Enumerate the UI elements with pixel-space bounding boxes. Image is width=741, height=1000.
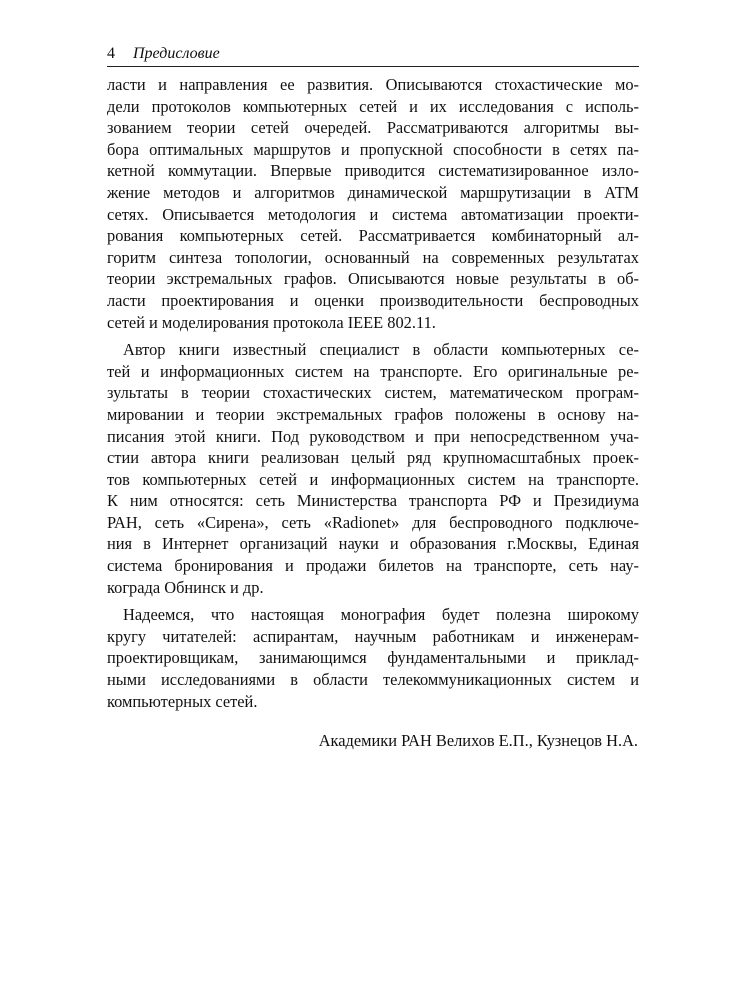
text-line: писания этой книги. Под руководством и при непосредственном уча- [107,426,639,446]
text-line: компьютерных сетей. [107,691,258,711]
text-line: проектировщикам, занимающимся фундаментальными и приклад- [107,648,639,668]
signature: Академики РАН Велихов Е.П., Кузнецов Н.А. [318,731,638,750]
text-line: кругу читателей: аспирантам, научным работникам и инженерам- [107,626,639,646]
text-line: сетях. Описывается методология и система автоматизации проекти- [107,204,639,224]
text-line: тов компьютерных сетей и информационных систем на транспорте. [107,469,639,489]
page-header [107,44,639,67]
paragraph-2 [107,339,639,598]
text-line: Автор книги известный специалист в области компьютерных се- [123,340,639,360]
paragraph-1 [107,74,639,333]
text-line: зультаты в теории стохастических систем, математическом програм- [107,383,639,403]
text-line: тей и информационных систем на транспорте. Его оригинальные ре- [107,361,639,381]
text-line: РАН, сеть «Сирена», сеть «Radionet» для беспроводного подключе- [107,512,639,532]
text-line: ния в Интернет организаций науки и образования г.Москвы, Единая [107,534,639,554]
text-line: стии автора книги реализован целый ряд крупномасштабных проек- [107,448,639,468]
text-line: зованием теории сетей очередей. Рассматриваются алгоритмы вы- [107,118,639,138]
text-line: теории экстремальных графов. Описываются новые результаты в об- [107,269,639,289]
text-line: кограда Обнинск и др. [107,577,264,597]
text-line: мировании и теории экстремальных графов положены в основу на- [107,404,639,424]
page-number: 4 [107,45,115,62]
text-line: К ним относятся: сеть Министерства транспорта РФ и Президиума [107,491,639,511]
text-line: сетей и моделирования протокола IEEE 802.11. [107,312,436,332]
text-line: ными исследованиями в области телекоммуникационных систем и [107,670,639,690]
paragraph-3 [107,604,639,712]
text-line: жение методов и алгоритмов динамической маршрутизации в АТМ [107,182,639,202]
text-line: бора оптимальных маршрутов и пропускной способности в сетях па- [107,139,639,159]
text-line: ласти и направления ее развития. Описываются стохастические мо- [107,75,639,94]
body-text [107,74,639,718]
text-line: Надеемся, что настоящая монография будет полезна широкому [123,605,639,625]
text-line: рования компьютерных сетей. Рассматривается комбинаторный ал- [107,226,639,246]
text-line: ласти проектирования и оценки производительности беспроводных [107,290,639,310]
text-line: дели протоколов компьютерных сетей и их исследования с исполь- [107,96,639,116]
text-line: система бронирования и продажи билетов на транспорте, сеть нау- [107,556,639,576]
text-line: кетной коммутации. Впервые приводится систематизированное изло- [107,161,639,181]
text-line: горитм синтеза топологии, основанный на современных результатах [107,247,639,267]
running-title: Предисловие [133,45,220,62]
